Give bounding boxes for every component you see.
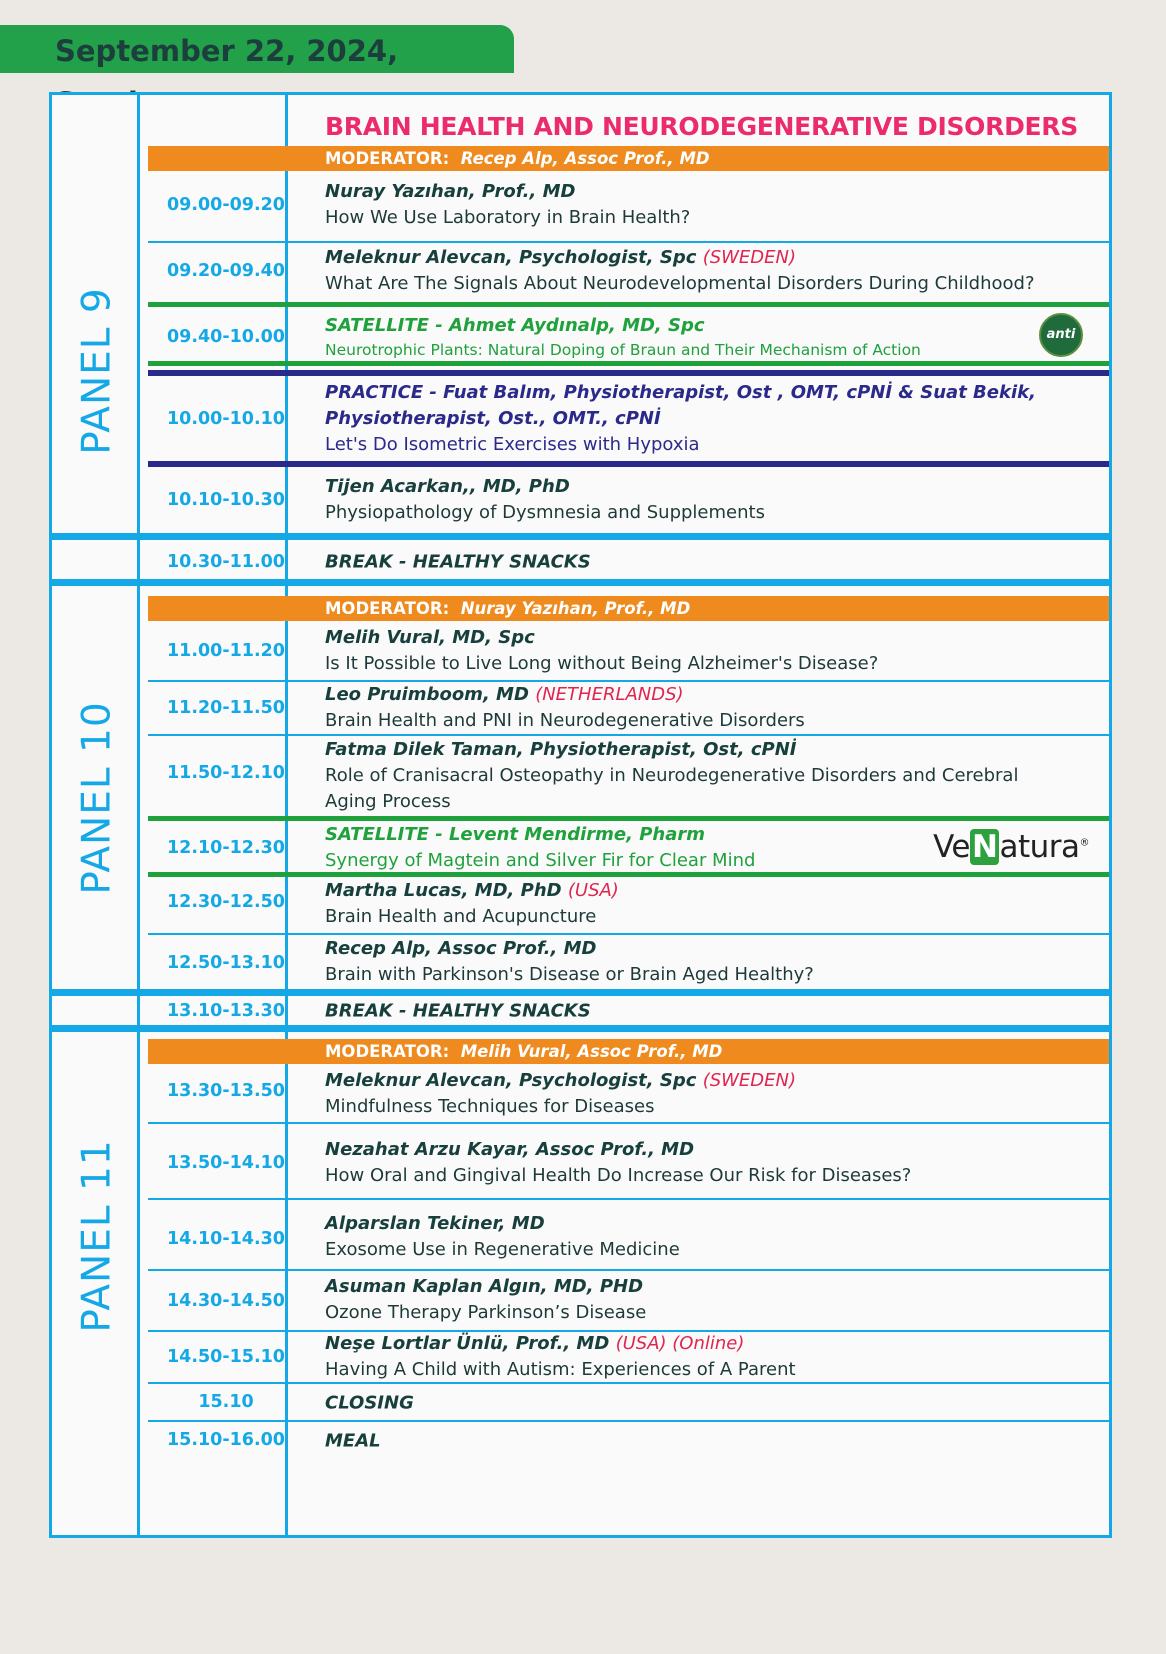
session-title: Neurotrophic Plants: Natural Doping of Braun and Their Mechanism of Action	[325, 341, 921, 359]
break-time: 10.30-11.00	[167, 552, 285, 572]
row-divider	[148, 1198, 1109, 1200]
session-title: Mindfulness Techniques for Diseases	[325, 1096, 655, 1117]
session-time: 10.00-10.10	[167, 409, 285, 429]
panel-10-label: PANEL 10	[74, 701, 120, 895]
session-cell	[325, 625, 1095, 677]
practice-band	[148, 461, 1109, 467]
closing-time: 15.10	[198, 1392, 254, 1412]
session-time: 12.10-12.30	[167, 838, 285, 858]
program-table	[49, 92, 1112, 1538]
session-title: How We Use Laboratory in Brain Health?	[325, 207, 691, 228]
session-title: What Are The Signals About Neurodevelopmental Disorders During Childhood?	[325, 273, 1035, 294]
practice-cell	[325, 380, 1095, 458]
session-title: Physiopathology of Dysmnesia and Supplements	[325, 502, 765, 523]
session-cell	[325, 1211, 1095, 1263]
moderator-line: MODERATOR: Melih Vural, Assoc Prof., MD	[325, 1042, 723, 1061]
column-divider	[137, 95, 140, 1535]
session-time: 14.50-15.10	[167, 1347, 285, 1367]
session-time: 09.40-10.00	[167, 327, 285, 347]
closing-label: CLOSING	[325, 1392, 414, 1414]
session-time: 12.30-12.50	[167, 892, 285, 912]
meal-label: MEAL	[325, 1430, 381, 1452]
speaker: Martha Lucas, MD, PhD (USA)	[325, 880, 619, 901]
session-title: Let's Do Isometric Exercises with Hypoxia	[325, 434, 700, 455]
session-cell	[325, 878, 1095, 930]
satellite-band	[148, 872, 1109, 877]
session-cell	[325, 245, 1095, 297]
satellite-band	[148, 302, 1109, 307]
session-title: Brain Health and Acupuncture	[325, 906, 597, 927]
session-time: 13.30-13.50	[167, 1081, 285, 1101]
speaker: Recep Alp, Assoc Prof., MD	[325, 938, 597, 959]
speaker: PRACTICE - Fuat Balım, Physiotherapist, Ost , OMT, cPNİ & Suat Bekik,	[325, 382, 1036, 403]
row-divider	[148, 734, 1109, 736]
session-time: 11.20-11.50	[167, 698, 285, 718]
session-time: 11.00-11.20	[167, 641, 285, 661]
moderator-line: MODERATOR: Nuray Yazıhan, Prof., MD	[325, 599, 691, 618]
session-time: 14.10-14.30	[167, 1229, 285, 1249]
speaker: Asuman Kaplan Algın, MD, PHD	[325, 1276, 644, 1297]
session-title: Ozone Therapy Parkinson’s Disease	[325, 1302, 647, 1323]
session-cell	[325, 682, 1095, 734]
row-divider	[148, 1269, 1109, 1271]
session-time: 09.00-09.20	[167, 195, 285, 215]
session-cell	[325, 1137, 1095, 1189]
meal-time: 15.10-16.00	[167, 1430, 285, 1450]
row-divider	[148, 1382, 1109, 1384]
break-label: BREAK - HEALTHY SNACKS	[325, 1000, 591, 1022]
session-time: 13.50-14.10	[167, 1153, 285, 1173]
session-title: Having A Child with Autism: Experiences of A Parent	[325, 1359, 796, 1380]
satellite-band	[148, 816, 1109, 821]
anti-logo: anti	[1039, 313, 1083, 357]
session-cell	[325, 737, 1095, 815]
panel-divider	[52, 1025, 1109, 1032]
speaker: Nezahat Arzu Kayar, Assoc Prof., MD	[325, 1139, 695, 1160]
session-cell	[325, 1331, 1095, 1383]
speaker: Fatma Dilek Taman, Physiotherapist, Ost, cPNİ	[325, 739, 797, 760]
break-label: BREAK - HEALTHY SNACKS	[325, 551, 591, 573]
date-tab: September 22, 2024,	[0, 25, 514, 73]
panel-divider	[52, 989, 1109, 996]
session-title: Brain with Parkinson's Disease or Brain Aged Healthy?	[325, 964, 814, 985]
panel-11-label: PANEL 11	[74, 1139, 120, 1333]
session-cell	[325, 179, 1095, 231]
venatura-logo: VeNatura®	[933, 829, 1089, 865]
speaker: SATELLITE - Levent Mendirme, Pharm	[325, 824, 705, 845]
session-title: How Oral and Gingival Health Do Increase Our Risk for Diseases?	[325, 1165, 912, 1186]
speaker: Physiotherapist, Ost., OMT., cPNİ	[325, 408, 661, 429]
speaker: Meleknur Alevcan, Psychologist, Spc (SWEDEN)	[325, 1070, 797, 1091]
row-divider	[148, 1122, 1109, 1124]
session-time: 12.50-13.10	[167, 953, 285, 973]
satellite-band	[148, 361, 1109, 366]
session-time: 14.30-14.50	[167, 1291, 285, 1311]
session-cell	[325, 1274, 1095, 1326]
session-title: Is It Possible to Live Long without Being Alzheimer's Disease?	[325, 653, 879, 674]
panel-9-label: PANEL 9	[74, 287, 120, 455]
speaker: Meleknur Alevcan, Psychologist, Spc (SWEDEN)	[325, 247, 797, 268]
speaker: Tijen Acarkan,, MD, PhD	[325, 476, 570, 497]
column-divider	[285, 95, 288, 1535]
session-cell	[325, 1068, 1095, 1120]
practice-band	[148, 370, 1109, 376]
speaker: Neşe Lortlar Ünlü, Prof., MD (USA) (Online)	[325, 1333, 745, 1354]
speaker: Melih Vural, MD, Spc	[325, 627, 535, 648]
speaker: Leo Pruimboom, MD (NETHERLANDS)	[325, 684, 684, 705]
satellite-cell	[325, 313, 1095, 361]
session-time: 10.10-10.30	[167, 490, 285, 510]
session-time: 09.20-09.40	[167, 261, 285, 281]
panel-divider	[52, 533, 1109, 540]
session-cell	[325, 936, 1095, 988]
moderator-line: MODERATOR: Recep Alp, Assoc Prof., MD	[325, 149, 710, 168]
speaker: SATELLITE - Ahmet Aydınalp, MD, Spc	[325, 315, 705, 336]
row-divider	[148, 1420, 1109, 1422]
page-title: BRAIN HEALTH AND NEURODEGENERATIVE DISORDERS	[325, 112, 1078, 141]
speaker: Alparslan Tekiner, MD	[325, 1213, 545, 1234]
session-cell	[325, 474, 1095, 526]
speaker: Nuray Yazıhan, Prof., MD	[325, 181, 576, 202]
session-title: Exosome Use in Regenerative Medicine	[325, 1239, 680, 1260]
row-divider	[148, 933, 1109, 935]
panel-divider	[52, 579, 1109, 586]
session-title: Aging Process	[325, 791, 451, 812]
session-title: Brain Health and PNI in Neurodegenerative Disorders	[325, 710, 805, 731]
session-title: Synergy of Magtein and Silver Fir for Clear Mind	[325, 850, 756, 871]
row-divider	[148, 241, 1109, 243]
session-title: Role of Cranisacral Osteopathy in Neurodegenerative Disorders and Cerebral	[325, 765, 1019, 786]
break-time: 13.10-13.30	[167, 1001, 285, 1021]
session-time: 11.50-12.10	[167, 763, 285, 783]
